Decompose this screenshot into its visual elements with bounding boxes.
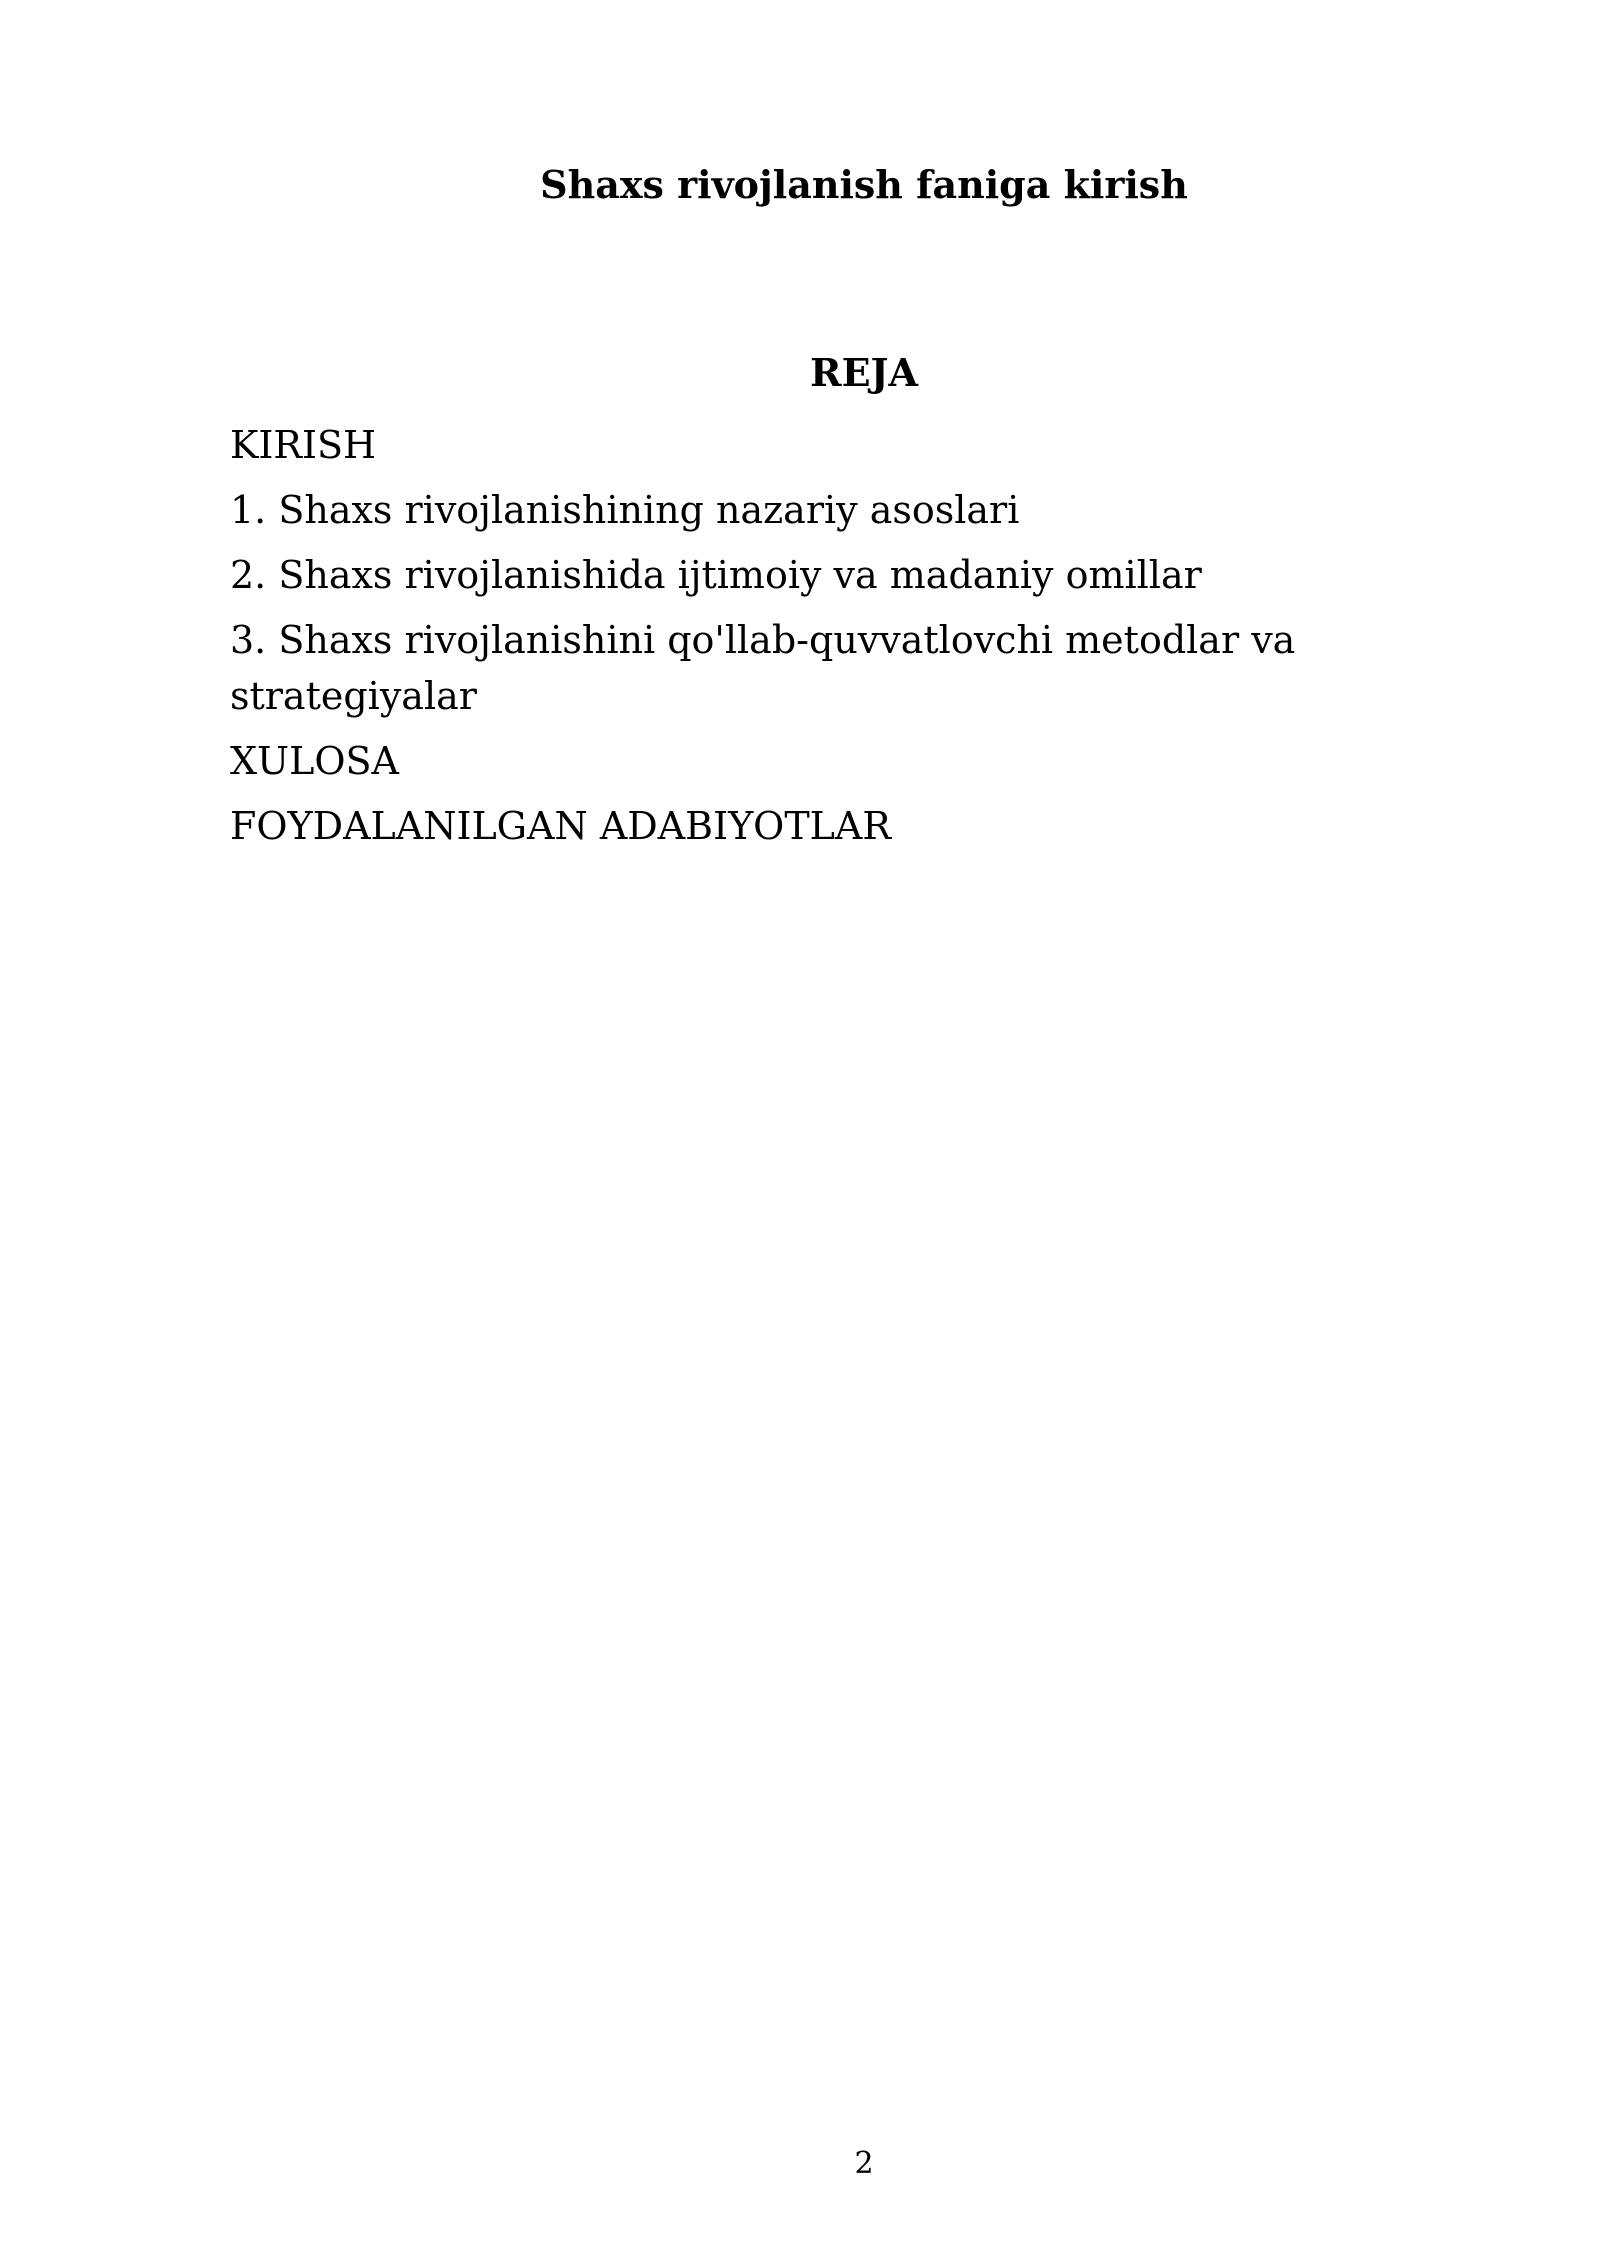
plan-item-1: 1. Shaxs rivojlanishining nazariy asoslari (230, 488, 1020, 532)
plan-item-references: FOYDALANILGAN ADABIYOTLAR (230, 804, 891, 848)
plan-heading: REJA (809, 350, 918, 395)
document-title: Shaxs rivojlanish faniga kirish (540, 162, 1188, 207)
plan-item-introduction: KIRISH (230, 423, 377, 467)
page-number: 2 (854, 2146, 874, 2181)
plan-item-3: 3. Shaxs rivojlanishini qo'llab-quvvatlovchi metodlar va strategiyalar (230, 618, 1296, 718)
plan-item-conclusion: XULOSA (230, 739, 399, 783)
plan-list (230, 417, 1360, 863)
plan-item-2: 2. Shaxs rivojlanishida ijtimoiy va madaniy omillar (230, 553, 1202, 597)
